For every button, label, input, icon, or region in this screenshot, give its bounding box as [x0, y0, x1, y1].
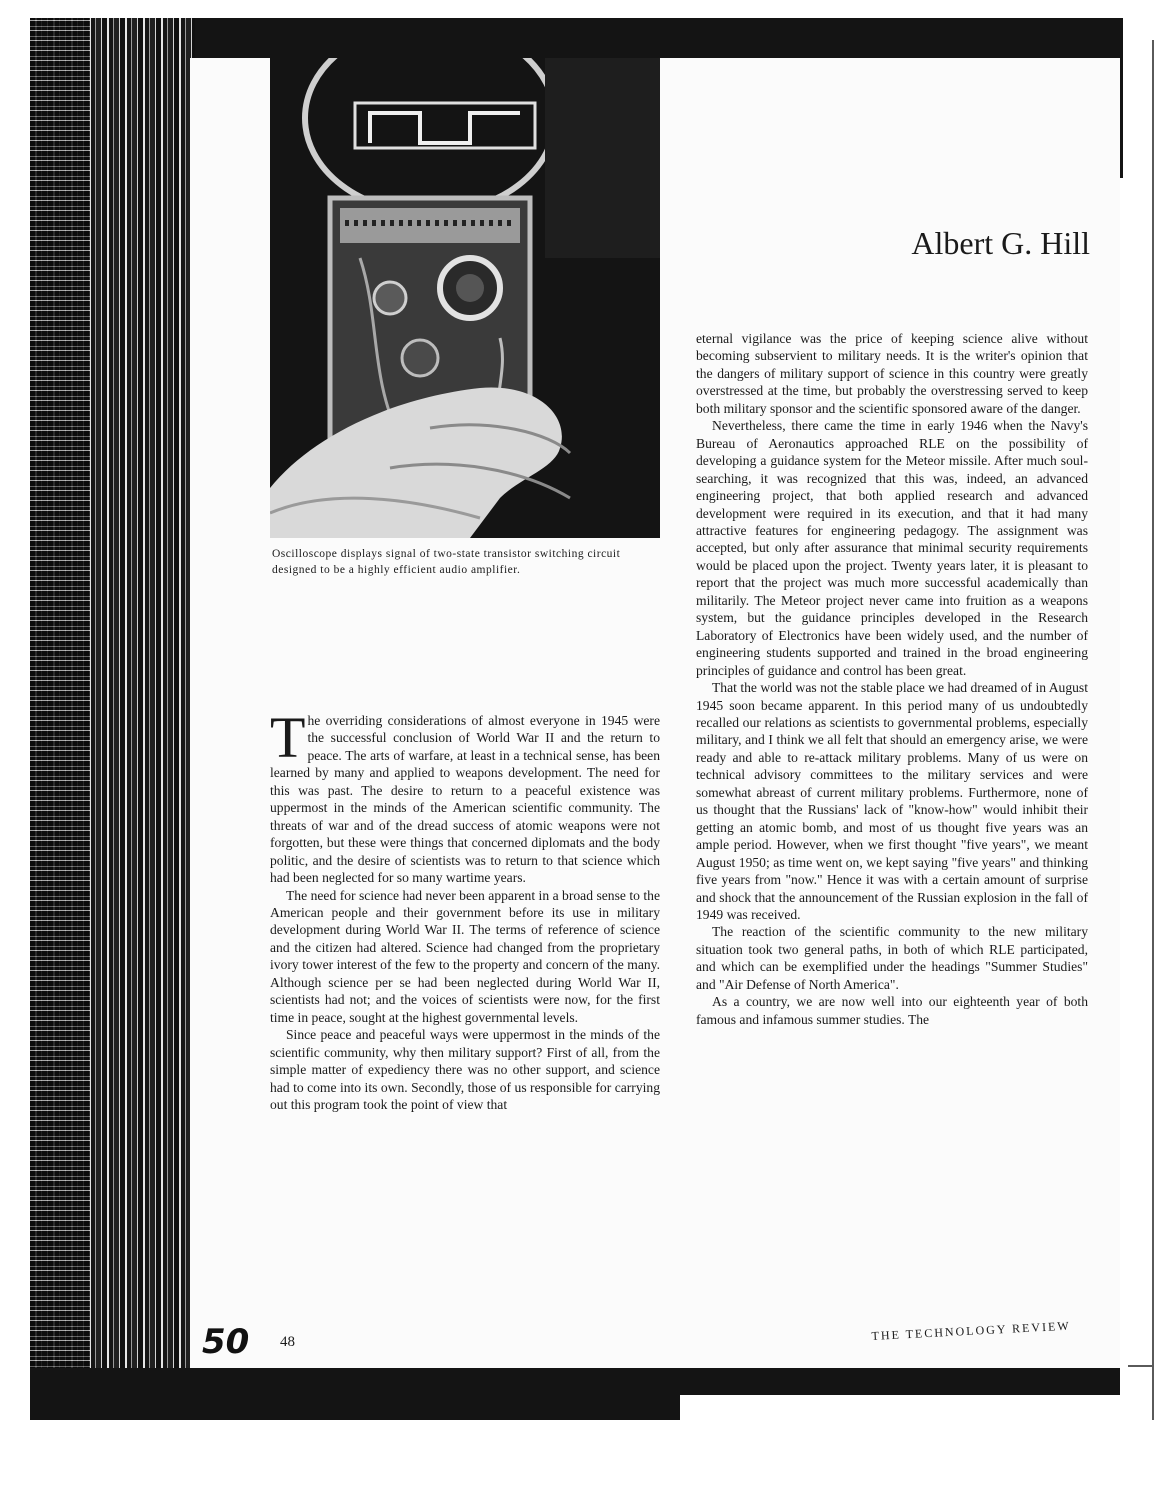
oscilloscope-photo [270, 58, 660, 538]
scan-frame-bottom-left [30, 1390, 680, 1420]
left-text-column [270, 705, 660, 1113]
journal-name: THE TECHNOLOGY REVIEW [871, 1318, 1071, 1344]
photo-caption: Oscilloscope displays signal of two-state transistor switching circuit designed to be a highly efficient audio amplifier. [272, 548, 621, 576]
paragraph: That the world was not the stable place we had dreamed of in August 1945 soon became apparent. In this period many of us undoubtedly recalled our relations as scientists to governmental problems, especially military, and I think we all felt that should an emergency arise, we were ready and able to re-attack military problems. Many of us were on technical advisory committees to the military services and were somewhat abreast of current military problems. Furthermore, none of us thought that the Russians' lack of "know-how" would inhibit their getting an atomic bomb, and most of us thought five years was an ample period. However, when we first thought "five years", we meant August 1950; as time went on, we kept saying "five years" and thinking five years from "now." Hence it was with a certain amount of surprise and shock that the announcement of the Russian explosion in the fall of 1949 was received. [696, 680, 1088, 922]
drop-cap: T [270, 705, 306, 770]
paragraph: Since peace and peaceful ways were uppermost in the minds of the scientific community, why then military support? First of all, from the simple matter of expediency there was no other support, and science had to come into its own. Secondly, those of us responsible for carrying out this program took the point of view that [270, 1027, 660, 1112]
paragraph [270, 705, 660, 887]
page-number: 48 [280, 1334, 295, 1350]
paragraph: Nevertheless, there came the time in early 1946 when the Navy's Bureau of Aeronautics approached RLE on the possibility of developing a guidance system for the Meteor missile. After much soul-searching, it was recognized that this was, indeed, an advanced engineering project, that both applied research and advanced development were required in its execution, and that it had many attractive features for engineering pedagogy. The assignment was accepted, but only after assurance that minimal security requirements would be placed upon the project. Twenty years later, it is pleasant to report that the project was much more successful academically than militarily. The Meteor project never came into fruition as a weapons system, but the guidance principles developed in the Research Laboratory of Electronics have been widely used, and the number of engineering students supported and trained in the broad engineering principles of guidance and control has been great. [696, 418, 1088, 678]
paragraph: eternal vigilance was the price of keeping science alive without becoming subservient to military needs. It is the writer's opinion that the dangers of military support of science in this country were greatly overstressed at the time, but probably the overstressing served to keep both military sponsor and the scientific sponsored aware of the danger. [696, 331, 1088, 416]
oscilloscope-image [270, 58, 660, 538]
handwritten-page-number: 50 [202, 1322, 250, 1362]
scan-margin-line [1152, 40, 1154, 1420]
paragraph-text: he overriding considerations of almost everyone in 1945 were the successful conclusion of World War II and the return to peace. The arts of warfare, at least in a technical sense, has been learned by many and applied to weapons development. The need for this was past. The desire to return to a peaceful existence was uppermost in the minds of the American scientific community. The threats of war and of the dread success of atomic weapons were not forgotten, but these were things that concerned diplomats and the body politic, and the desire of scientists was to return to that science which had been neglected for so many wartime years. [270, 713, 660, 886]
paragraph: The need for science had never been apparent in a broad sense to the American people and their government before its use in military development during World War II. The terms of reference of science and the citizen had altered. Science had changed from the proprietary ivory tower interest of the few to the property and concern of the many. Although science per se had been neglected during World War II, scientists had not; and the voices of scientists were now, for the first time in peace, sought at the highest governmental levels. [270, 887, 660, 1025]
author-name: Albert G. Hill [911, 225, 1090, 261]
scan-frame-bottom-right [680, 1385, 1120, 1395]
scan-margin-mark [1128, 1365, 1154, 1367]
paragraph: As a country, we are now well into our eighteenth year of both famous and infamous summer studies. The [696, 994, 1088, 1027]
right-text-column [696, 330, 1088, 1028]
book-spine-shadow [30, 18, 90, 1420]
paragraph: The reaction of the scientific community to the new military situation took two general paths, in both of which RLE participated, and which can be exemplified under the headings "Summer Studies" and "Air Defense of North America". [696, 924, 1088, 992]
